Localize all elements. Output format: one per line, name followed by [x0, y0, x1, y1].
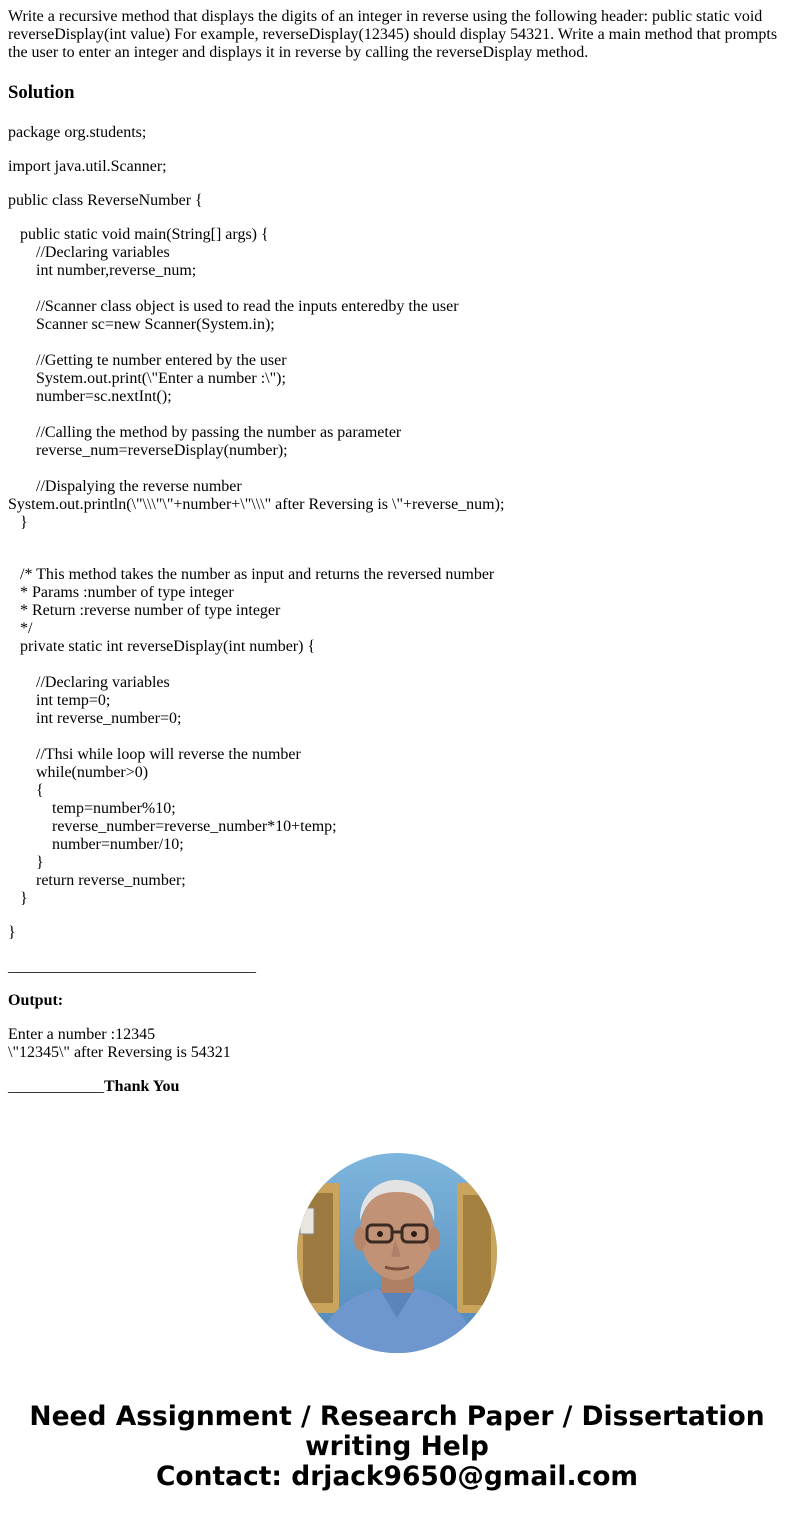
- document-body: [8, 8, 786, 1096]
- question-text: Write a recursive method that displays the digits of an integer in reverse using the following header: public static void reverseDisplay(int value) For example, reverseDisplay(12345) should display 54321. Write a main method that prompts the user to enter an integer and displays it in reverse by calling the reverseDisplay method.: [8, 8, 778, 61]
- code-line: * Return :reverse number of type integer: [8, 602, 281, 619]
- code-line: int number,reverse_num;: [8, 262, 197, 279]
- promo-contact-line: Contact: drjack9650@gmail.com: [155, 1461, 639, 1492]
- code-line: int temp=0;: [8, 692, 111, 709]
- code-line: [8, 728, 786, 746]
- code-line: //Calling the method by passing the number as parameter: [8, 424, 402, 441]
- code-line: System.out.print(\"Enter a number :\");: [8, 370, 286, 387]
- thank-you-text: Thank You: [104, 1078, 180, 1095]
- code-line: //Declaring variables: [8, 244, 170, 261]
- code-line: System.out.println(\"\\\"\"+number+\"\\\" after Reversing is \"+reverse_num);: [8, 496, 505, 513]
- code-line: //Getting te number entered by the user: [8, 352, 287, 369]
- code-line: }: [8, 514, 28, 531]
- code-line: //Scanner class object is used to read the inputs enteredby the user: [8, 298, 459, 315]
- code-line: /* This method takes the number as input and returns the reversed number: [8, 566, 495, 583]
- code-line: import java.util.Scanner;: [8, 158, 167, 175]
- code-line: }: [8, 854, 44, 871]
- separator-line: _______________________________: [8, 958, 256, 975]
- code-paragraph: [8, 158, 786, 176]
- code-line: temp=number%10;: [8, 800, 176, 817]
- code-line: }: [8, 924, 16, 941]
- code-line: reverse_num=reverseDisplay(number);: [8, 442, 288, 459]
- code-paragraph: [8, 192, 786, 210]
- code-line: Scanner sc=new Scanner(System.in);: [8, 316, 275, 333]
- code-line: [8, 334, 786, 352]
- author-portrait-image: [297, 1153, 497, 1353]
- code-line: * Params :number of type integer: [8, 584, 234, 601]
- code-line: number=sc.nextInt();: [8, 388, 172, 405]
- author-photo: [297, 1153, 497, 1353]
- code-line: //Declaring variables: [8, 674, 170, 691]
- code-line: int reverse_number=0;: [8, 710, 182, 727]
- code-line: public class ReverseNumber {: [8, 192, 203, 209]
- output-block: [8, 1026, 786, 1062]
- code-line: private static int reverseDisplay(int number) {: [8, 638, 316, 655]
- code-line: package org.students;: [8, 124, 147, 141]
- code-line: [8, 656, 786, 674]
- code-paragraph: [8, 924, 786, 942]
- code-listing: [8, 124, 786, 942]
- code-line: */: [8, 620, 33, 637]
- solution-heading: Solution: [8, 82, 75, 103]
- code-line: [8, 280, 786, 298]
- code-paragraph: [8, 124, 786, 142]
- promo-line: Need Assignment / Research Paper / Dissertation: [29, 1401, 765, 1432]
- promo-line: writing Help: [305, 1431, 489, 1462]
- thanks-underline: ____________: [8, 1078, 104, 1095]
- code-line: reverse_number=reverse_number*10+temp;: [8, 818, 337, 835]
- promo-banner: [0, 1402, 794, 1492]
- code-line: public static void main(String[] args) {: [8, 226, 269, 243]
- thank-you-line: [8, 1078, 786, 1096]
- code-line: while(number>0): [8, 764, 149, 781]
- code-line: //Thsi while loop will reverse the number: [8, 746, 301, 763]
- code-paragraph: [8, 566, 786, 908]
- code-line: number=number/10;: [8, 836, 184, 853]
- output-heading: Output:: [8, 992, 64, 1009]
- code-line: [8, 460, 786, 478]
- output-line: \"12345\" after Reversing is 54321: [8, 1044, 231, 1061]
- code-line: return reverse_number;: [8, 872, 186, 889]
- code-line: //Dispalying the reverse number: [8, 478, 242, 495]
- code-line: [8, 406, 786, 424]
- output-line: Enter a number :12345: [8, 1026, 156, 1043]
- code-line: }: [8, 890, 28, 907]
- code-paragraph: [8, 226, 786, 550]
- code-line: {: [8, 782, 44, 799]
- code-line: [8, 532, 786, 550]
